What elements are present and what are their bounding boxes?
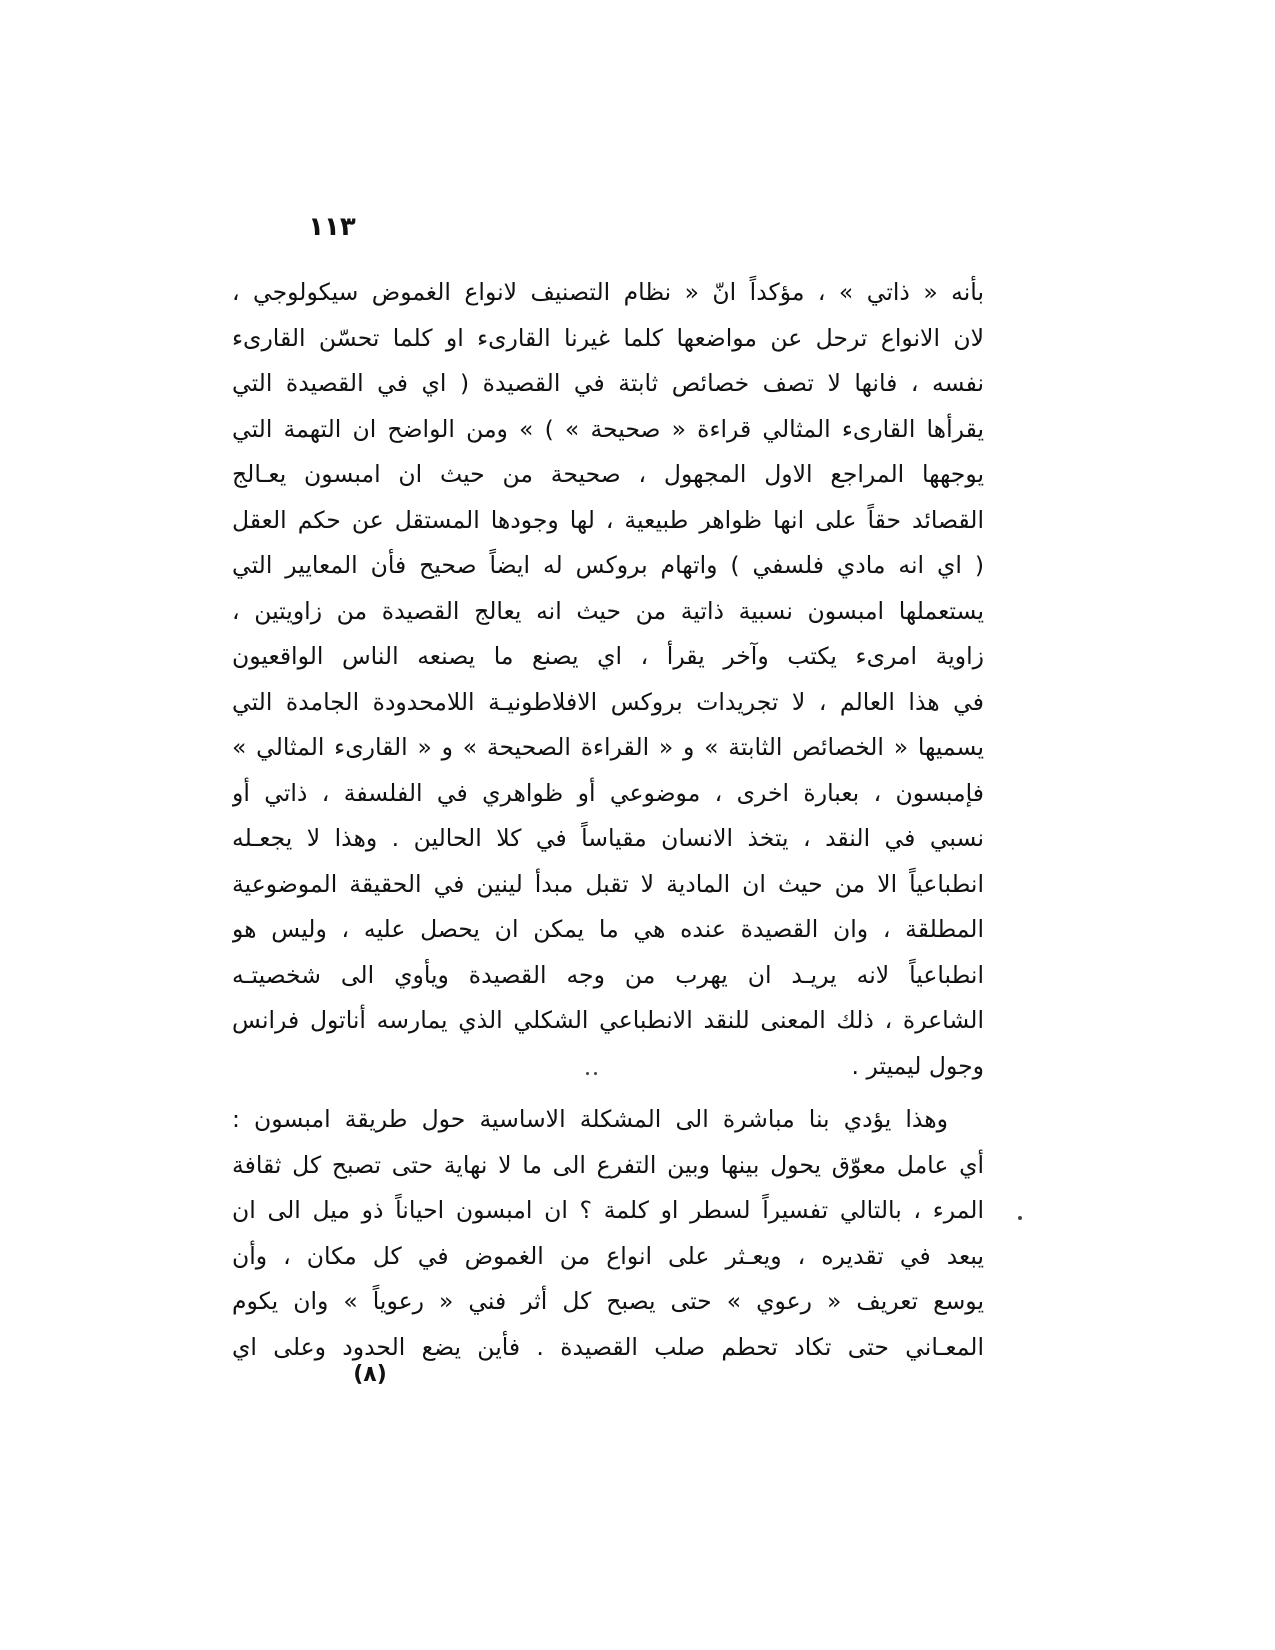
text-line: بأنه « ذاتي » ، مؤكداً انّ « نظام التصنيف لانواع الغموض سيكولوجي ، [232, 278, 984, 306]
text-line: يوجهها المراجع الاول المجهول ، صحيحة من حيث ان امبسون يعـالج [232, 460, 984, 488]
text-line: نسبي في النقد ، يتخذ الانسان مقياساً في كلا الحالين . وهذا لا يجعـله [232, 824, 984, 852]
paragraph-gap [232, 1089, 984, 1097]
text-line: يوسع تعريف « رعوي » حتى يصبح كل أثر فني « رعوياً » وان يكوم [232, 1287, 984, 1315]
text-line: زاوية امرىء يكتب وآخر يقرأ ، اي يصنع ما يصنعه الناس الواقعيون [232, 642, 984, 670]
text-line: الشاعرة ، ذلك المعنى للنقد الانطباعي الشكلي الذي يمارسه أناتول فرانس [232, 1006, 984, 1034]
text-line: في هذا العالم ، لا تجريدات بروكس الافلاطونيـة اللامحدودة الجامدة التي [232, 687, 984, 716]
paragraph-2 [232, 1097, 984, 1370]
text-line: نفسه ، فانها لا تصف خصائص ثابتة في القصيدة ( اي في القصيدة التي [232, 369, 984, 397]
text-line: يبعد في تقديره ، ويعـثر على انواع من الغموض في كل مكان ، وأن [232, 1241, 984, 1270]
page-number: ١١٣ [308, 212, 356, 242]
text-line: يسميها « الخصائص الثابتة » و « القراءة الصحيحة » و « القارىء المثالي » [232, 733, 984, 761]
text-line: المعـاني حتى تكاد تحطم صلب القصيدة . فأين يضع الحدود وعلى اي [232, 1332, 984, 1361]
text-line: المرء ، بالتالي تفسيراً لسطر او كلمة ؟ ان امبسون احياناً ذو ميل الى ان [232, 1196, 984, 1224]
text-line: أي عامل معوّق يحول بينها وبين التفرع الى ما لا نهاية حتى تصبح كل ثقافة [232, 1150, 984, 1179]
text-line: انطباعياً الا من حيث ان المادية لا تقبل مبدأ لينين في الحقيقة الموضوعية [232, 869, 984, 898]
text-line-first: وهذا يؤدي بنا مباشرة الى المشكلة الاساسية حول طريقة امبسون : [232, 1105, 948, 1133]
signature-mark: (٨) [353, 1362, 387, 1387]
text-line: انطباعياً لانه يريـد ان يهرب من وجه القصيدة ويأوي الى شخصيتـه [232, 960, 984, 989]
text-line: لان الانواع ترحل عن مواضعها كلما غيرنا القارىء او كلما تحسّن القارىء [232, 323, 984, 352]
scan-speck [594, 1072, 597, 1075]
text-line: القصائد حقاً على انها ظواهر طبيعية ، لها وجودها المستقل عن حكم العقل [232, 505, 984, 534]
body-text [232, 270, 984, 1370]
scan-speck [1018, 1216, 1022, 1220]
text-line: ( اي انه مادي فلسفي ) واتهام بروكس له ايضاً صحيح فأن المعايير التي [232, 551, 984, 579]
text-line: يقرأها القارىء المثالي قراءة « صحيحة » ) » ومن الواضح ان التهمة التي [232, 414, 984, 443]
text-line: المطلقة ، وان القصيدة عنده هي ما يمكن ان يحصل عليه ، وليس هو [232, 915, 984, 943]
text-line: يستعملها امبسون نسبية ذاتية من حيث انه يعالج القصيدة من زاويتين ، [232, 596, 984, 625]
paragraph-1 [232, 270, 984, 1089]
scan-speck [586, 1072, 589, 1075]
text-line-last: وجول ليميتر . [851, 1051, 984, 1080]
text-line: فإمبسون ، بعبارة اخرى ، موضوعي أو ظواهري في الفلسفة ، ذاتي أو [232, 778, 984, 807]
